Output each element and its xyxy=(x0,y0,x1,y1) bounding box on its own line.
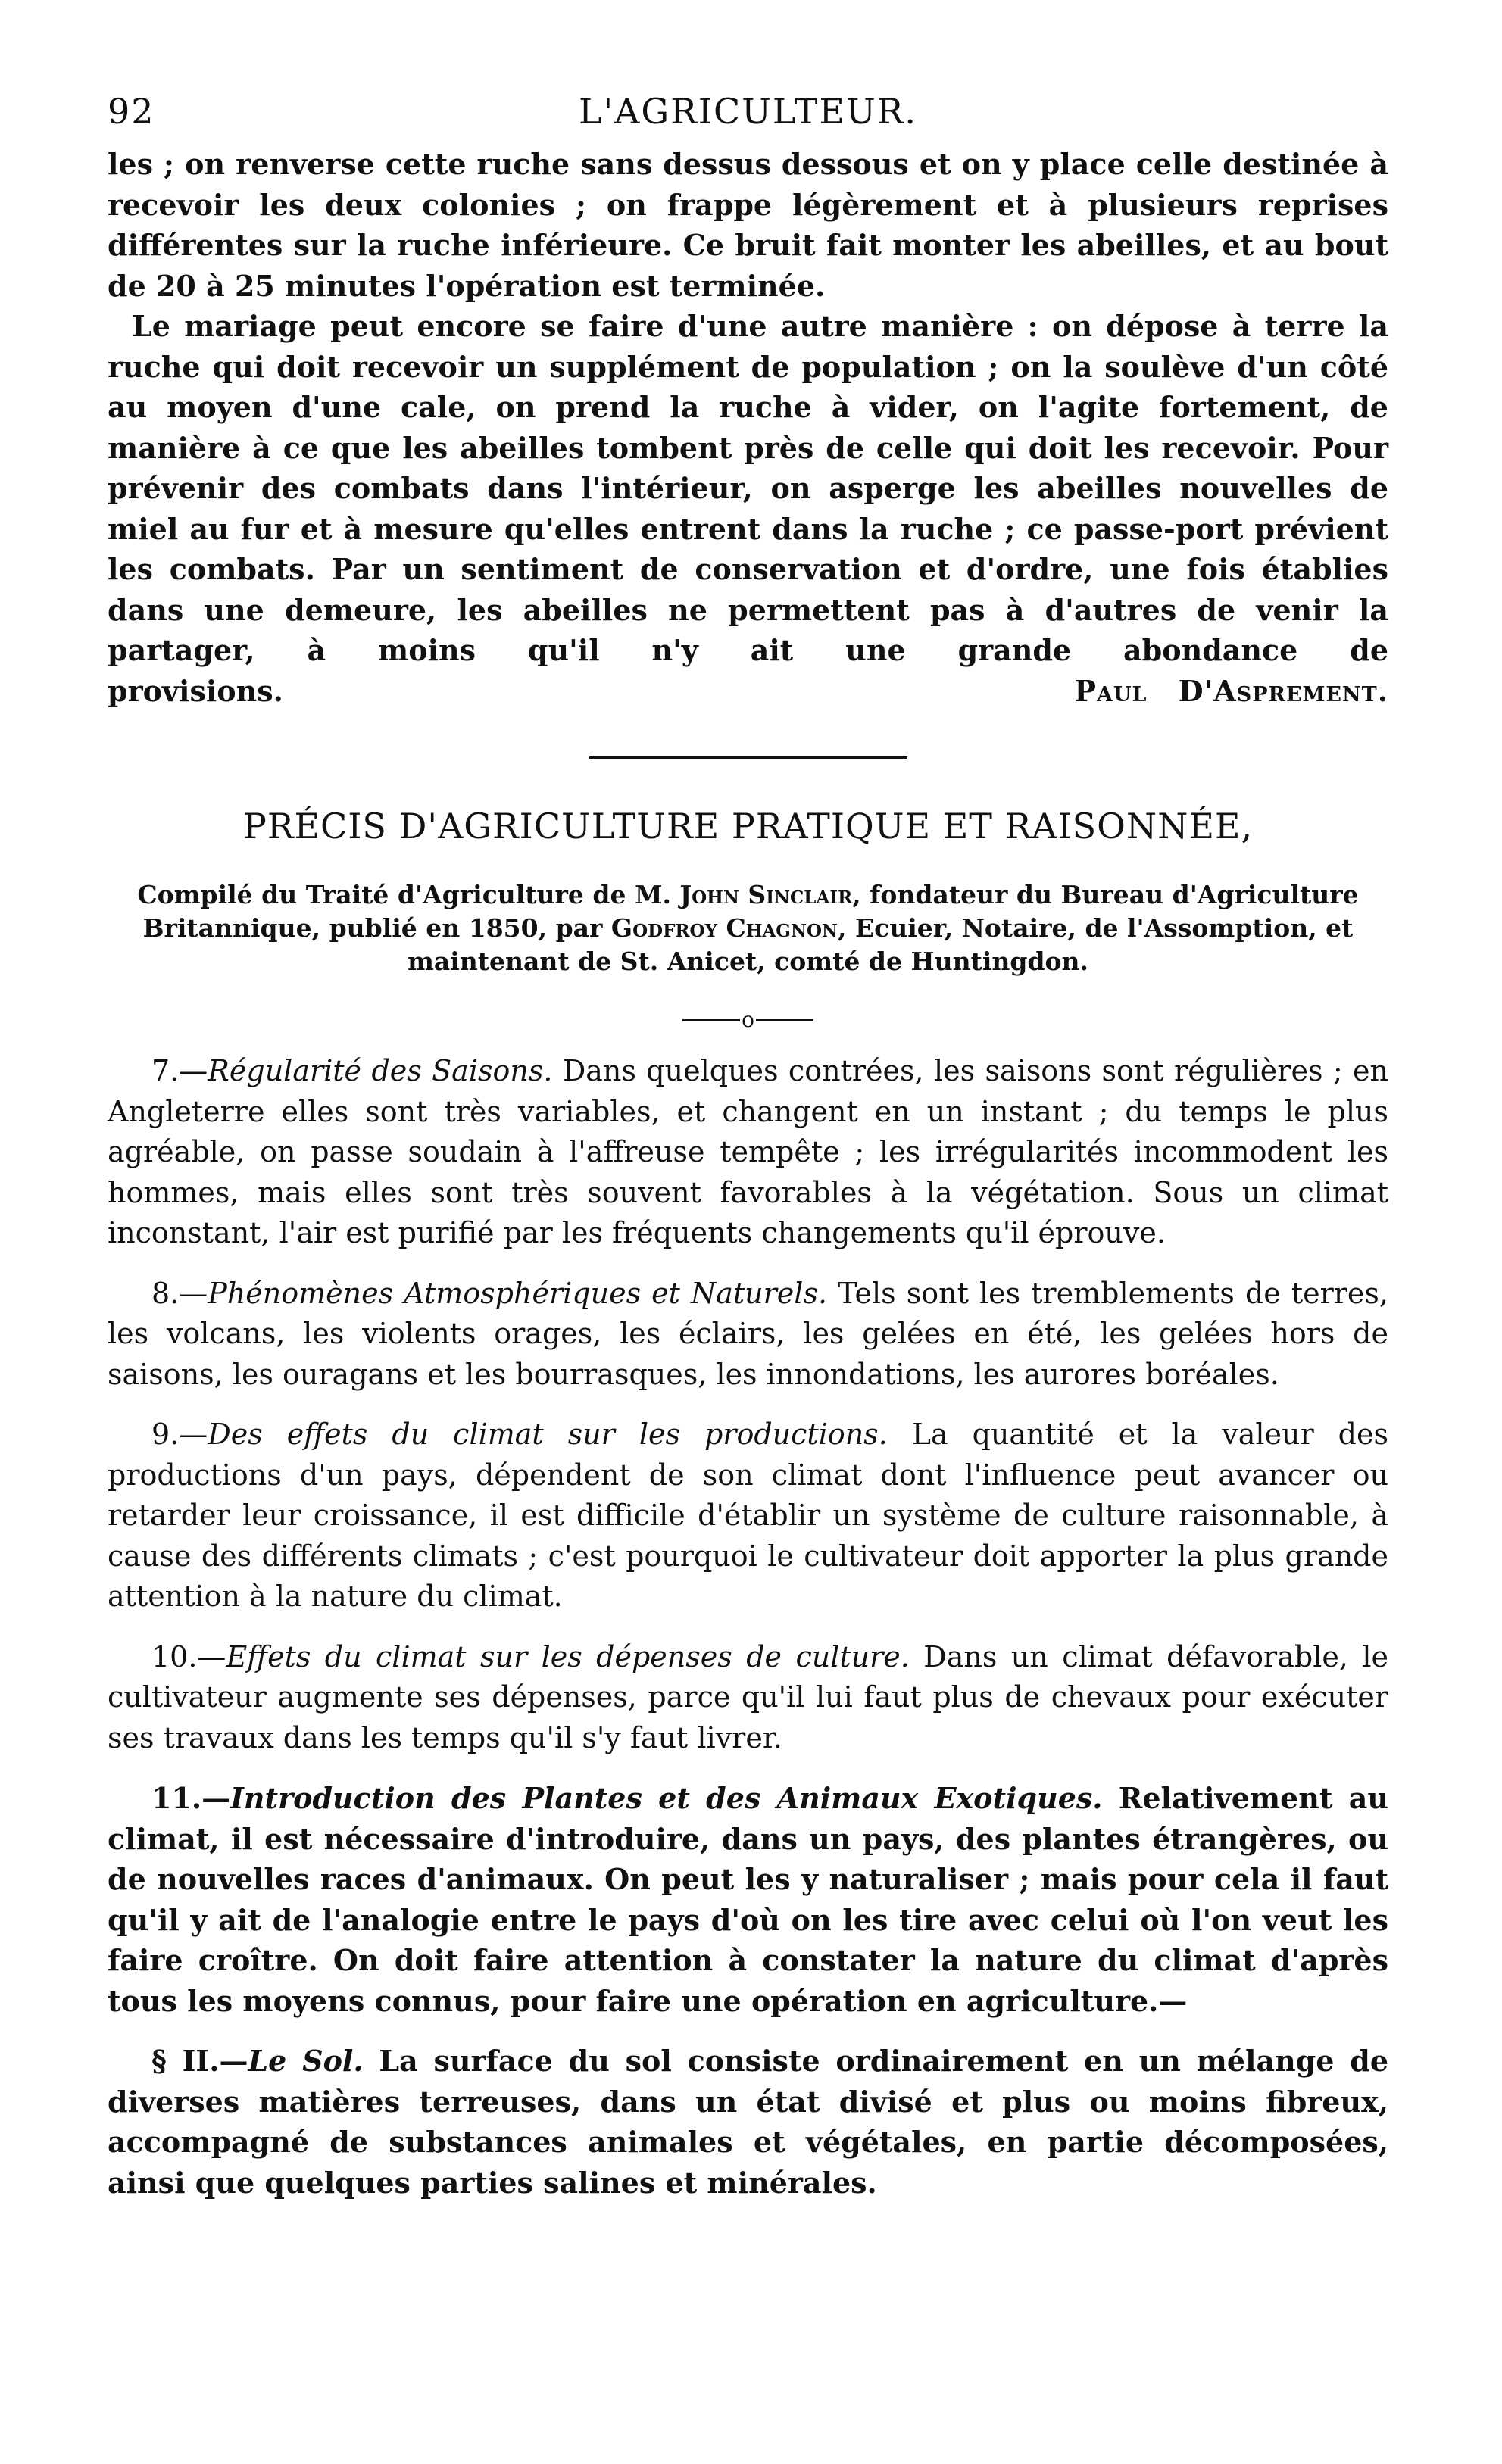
running-head xyxy=(108,91,1388,144)
entry-text: La surface du sol consiste ordinairement en un mélange de diverses matières terreuses, dans un état divisé et plus ou moins fibreux, accompagné de substances animales et végétales, en partie décomposées, ainsi que quelques parties salines et minérales. xyxy=(108,2044,1389,2200)
entry-heading: Le Sol. xyxy=(248,2044,364,2078)
entry-text: Dans quelques contrées, les saisons sont régulières ; en Angleterre elles sont très variables, et changent en un instant ; du temps le plus agréable, on passe soudain à l'affreuse tempête ; les irrégularités incommodent les hommes, mais elles sont très souvent favorables à la végétation. Sous un climat inconstant, l'air est purifié par les fréquents changements qu'il éprouve. xyxy=(108,1054,1388,1249)
entry-number: 11.— xyxy=(151,1781,231,1815)
ornament-glyph: o xyxy=(742,1007,754,1032)
entry-heading: Introduction des Plantes et des Animaux Exotiques. xyxy=(230,1781,1103,1815)
page-number: 92 xyxy=(108,91,155,132)
entry-7 xyxy=(108,1051,1388,1254)
source-prefix: Compilé du Traité d'Agriculture de M. xyxy=(137,880,680,909)
author-signature: Paul D'Asprement. xyxy=(1074,673,1389,708)
entry-number: 8.— xyxy=(151,1276,208,1310)
entry-number: 7.— xyxy=(151,1054,208,1087)
entry-text: Dans un climat défavorable, le cultivateur augmente ses dépenses, parce qu'il lui faut plus de chevaux pour exécuter ses travaux dans les temps qu'il s'y faut livrer. xyxy=(108,1639,1389,1754)
entry-text: La quantité et la valeur des productions d'un pays, dépendent de son climat dont l'influence peut avancer ou retarder leur croissance, il est difficile d'établir un système de culture raisonnable, à cause des différents climats ; c'est pourquoi le cultivateur doit apporter la plus grande attention à la nature du climat. xyxy=(108,1418,1388,1613)
entry-heading: Phénomènes Atmosphériques et Naturels. xyxy=(208,1276,828,1310)
entry-10 xyxy=(108,1637,1388,1759)
section-divider xyxy=(589,756,907,759)
entry-11 xyxy=(108,1778,1388,2021)
ornament-line-right xyxy=(756,1019,813,1021)
entry-heading: Effets du climat sur les dépenses de culture. xyxy=(226,1639,910,1673)
source-suffix: , Ecuier, Notaire, de l'Assomption, et maintenant de St. Anicet, comté de Huntingdon. xyxy=(407,913,1354,976)
source-compiler: Godfroy Chagnon xyxy=(610,913,838,943)
source-note xyxy=(115,878,1381,978)
article-paragraph-2 xyxy=(108,306,1388,711)
entry-text: Tels sont les tremblements de terres, les volcans, les violents orages, les éclairs, les gelées en été, les gelées hors de saisons, les ouragans et les bourrasques, les innondations, les aurores boréales. xyxy=(108,1276,1388,1391)
entry-heading: Des effets du climat sur les productions. xyxy=(208,1418,888,1451)
article-paragraph-1: les ; on renverse cette ruche sans dessus dessous et on y place celle destinée à recevoir les deux colonies ; on frappe légèrement et à plusieurs reprises différentes sur la ruche inférieure. Ce bruit fait monter les abeilles, et au bout de 20 à 25 minutes l'opération est terminée. xyxy=(108,147,1388,303)
entry-text: Relativement au climat, il est nécessaire d'introduire, dans un pays, des plantes étrangères, ou de nouvelles races d'animaux. On peut les y naturaliser ; mais pour cela il faut qu'il y ait de l'analogie entre le pays d'où on les tire avec celui où l'on veut les faire croître. On doit faire attention à constater la nature du climat d'après tous les moyens connus, pour faire une opération en agriculture.— xyxy=(108,1781,1388,2018)
section-title: PRÉCIS D'AGRICULTURE PRATIQUE ET RAISONNÉE, xyxy=(242,806,1254,847)
ornament-line-left xyxy=(682,1019,740,1021)
source-author: John Sinclair xyxy=(679,880,853,909)
journal-title: L'AGRICULTEUR. xyxy=(578,91,917,132)
source-middle: , fondateur du Bureau d'Agriculture Britannique, publié en 1850, par xyxy=(142,880,1359,943)
entry-heading: Régularité des Saisons. xyxy=(208,1054,553,1087)
entry-9 xyxy=(108,1414,1388,1617)
entry-number: 9.— xyxy=(151,1418,208,1451)
article-paragraph-2-text: Le mariage peut encore se faire d'une autre manière : on dépose à terre la ruche qui doit recevoir un supplément de population ; on la soulève d'un côté au moyen d'une cale, on prend la ruche à vider, on l'agite fortement, de manière à ce que les abeilles tombent près de celle qui doit les recevoir. Pour prévenir des combats dans l'intérieur, on asperge les abeilles nouvelles de miel au fur et à mesure qu'elles entrent dans la ruche ; ce passe-port prévient les combats. Par un sentiment de conservation et d'ordre, une fois établies dans une demeure, les abeilles ne permettent pas à d'autres de venir la partager, à moins qu'il n'y ait une grande abondance de provisions. xyxy=(108,309,1388,708)
entry-section-2 xyxy=(108,2041,1388,2203)
entry-number: § II.— xyxy=(151,2044,248,2078)
ornament-divider xyxy=(108,1009,1388,1031)
entry-8 xyxy=(108,1274,1388,1396)
entry-number: 10.— xyxy=(151,1639,226,1673)
